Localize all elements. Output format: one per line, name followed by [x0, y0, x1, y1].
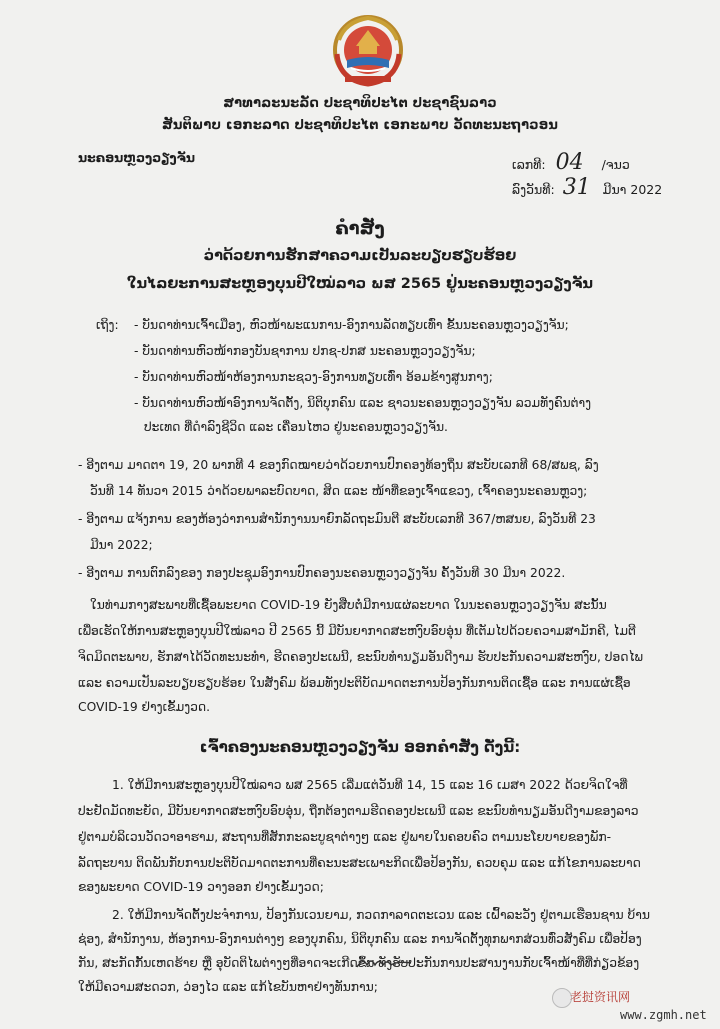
recipient-line: - ບັນດາທ່ານຫົວໜ້າກອງບັນຊາການ ປກຊ-ປກສ ນະຄອນຫຼວງວຽງຈັນ; — [134, 344, 476, 358]
recipient-line: ປະເທດ ທີ່ດໍາລົງຊີວິດ ແລະ ເຄື່ອນໄຫວ ຢູ່ນະຄອນຫຼວງວຽງຈັນ. — [144, 420, 448, 434]
watermark-text: 老挝资讯网 — [570, 990, 631, 1004]
watermark-url: www.zgmh.net — [620, 1008, 707, 1022]
subtitle-line-2: ໃນໄລຍະການສະຫຼອງບຸນປີໃໝ່ລາວ ພສ 2565 ຢູ່ນະຄອນຫຼວງວຽງຈັນ — [127, 276, 593, 292]
basis-line: - ອີງຕາມ ແຈ້ງການ ຂອງຫ້ອງວ່າການສໍານັກງານນາຍົກລັດຖະມົນຕີ ສະບັບເລກທີ 367/ຫສນຍ, ລົງວັນທີ 23 — [78, 512, 596, 526]
issue-date — [512, 175, 662, 200]
order-item-line: ຂອງພະຍາດ COVID-19 ວາງອອກ ຢ່າງເຂັ້ມງວດ; — [78, 880, 324, 894]
order-heading: ເຈົ້າຄອງນະຄອນຫຼວງວຽງຈັນ ອອກຄໍາສັ່ງ ດັ່ງນີ້: — [199, 738, 521, 756]
paragraph-line: ແລະ ຄວາມເປັນລະບຽບຮຽບຮ້ອຍ ໃນສັງຄົມ ພ້ອມທັງປະຕິບັດມາດຕະການປ້ອງກັນການຕິດເຊື້ອ ແລະ ການແຜ່ເຊື້ອ — [78, 676, 631, 690]
ref-suffix: /ຈນວ — [601, 157, 630, 172]
motto-header: ສັນຕິພາບ ເອກະລາດ ປະຊາທິປະໄຕ ເອກະພາບ ວັດທະນະຖາວອນ — [161, 118, 559, 133]
order-item-line: ຊ່ອງ, ສໍານັກງານ, ຫ້ອງການ-ອົງການຕ່າງໆ ຂອງບຸກຄົນ, ນິຕິບຸກຄົນ ແລະ ການຈັດຕັ້ງທຸກພາກສ່ວນທົ່ວສັງຄົມ ເພື່ອປ້ອງ — [78, 932, 642, 946]
recipient-line: - ບັນດາທ່ານເຈົ້າເມືອງ, ຫົວໜ້າພະແນການ-ອົງການລັດທຽບເທົ່າ ຂັ້ນນະຄອນຫຼວງວຽງຈັນ; — [134, 318, 569, 332]
paragraph-line: ເພື່ອເຮັດໃຫ້ການສະຫຼອງບຸນປີໃໝ່ລາວ ປີ 2565 ນີ້ ມີບັນຍາກາດສະຫງົບອົບອຸ່ນ ທີ່ເຕັມໄປດ້ວຍຄວາມສາມັກຄີ, ໄມຕີ — [78, 624, 636, 638]
basis-line: - ອີງຕາມ ມາດຕາ 19, 20 ພາກທີ 4 ຂອງກົດໝາຍວ່າດ້ວຍການປົກຄອງທ້ອງຖິ່ນ ສະບັບເລກທີ 68/ສພຊ, ລົງ — [78, 458, 599, 472]
basis-line: ມີນາ 2022; — [90, 538, 153, 552]
order-item-line: 2. ໃຫ້ມີການຈັດຕັ້ງປະຈໍາການ, ປ້ອງກັນເວນຍາມ, ກວດກາລາດຕະເວນ ແລະ ເຝົ້າລະວັງ ຢູ່ຕາມເຮືອນຊານ ບ້ານ — [112, 908, 650, 922]
date-label: ລົງວັນທີ: — [512, 182, 555, 197]
issuing-office: ນະຄອນຫຼວງວຽງຈັນ — [78, 150, 195, 165]
ref-number — [512, 150, 630, 175]
order-item-line: ປະຢັດມັດທະຍັດ, ມີບັນຍາກາດສະຫງົບອົບອຸ່ນ, ຖືກຕ້ອງຕາມຮີດຄອງປະເພນີ ແລະ ຂະນົບທໍານຽມອັນດີງາມຂອງລາວ — [78, 804, 639, 818]
paragraph-line: ໃນທ່າມກາງສະພາບທີ່ເຊື້ອພະຍາດ COVID-19 ຍັງສືບຕໍ່ມີການແຜ່ລະບາດ ໃນນະຄອນຫຼວງວຽງຈັນ ສະນັ້ນ — [90, 598, 607, 612]
order-item-line: ກັນ, ສະກັດກັ້ນເຫດຮ້າຍ ຫຼື ອຸບັດຕິໄພຕ່າງໆທີ່ອາດຈະເກີດຂຶ້ນ ທັງຮັບປະກັນການປະສານງານກັບເຈົ້າໜ້າທີ່ທີ່ກ່ຽວຂ້ອງ — [78, 956, 640, 970]
handwritten-mark-icon — [355, 955, 413, 971]
order-item-line: 1. ໃຫ້ມີການສະຫຼອງບຸນປີໃໝ່ລາວ ພສ 2565 ເລີ່ມແຕ່ວັນທີ 14, 15 ແລະ 16 ເມສາ 2022 ດ້ວຍຈິດໃຈທີ່ — [112, 778, 628, 792]
recipient-line: - ບັນດາທ່ານຫົວໜ້າອົງການຈັດຕັ້ງ, ນິຕິບຸກຄົນ ແລະ ຊາວນະຄອນຫຼວງວຽງຈັນ ລວມທັງຄົນຕ່າງ — [134, 396, 592, 410]
order-item-line: ລັດຖະບານ ຕິດພັນກັບການປະຕິບັດມາດຕະການທີ່ຄະນະສະເພາະກິດເພື່ອປ້ອງກັນ, ຄວບຄຸມ ແລະ ແກ້ໄຂການລະບາດ — [78, 856, 641, 870]
recipient-line: - ບັນດາທ່ານຫົວໜ້າຫ້ອງການກະຊວງ-ອົງການທຽບເທົ່າ ອ້ອມຂ້າງສູນກາງ; — [134, 370, 493, 384]
subtitle-line-1: ວ່າດ້ວຍການຮັກສາຄວາມເປັນລະບຽບຮຽບຮ້ອຍ — [203, 248, 517, 264]
basis-line: - ອີງຕາມ ການຕົກລົງຂອງ ກອງປະຊຸມອົງການປົກຄອງນະຄອນຫຼວງວຽງຈັນ ຄັ້ງວັນທີ 30 ມີນາ 2022. — [78, 566, 566, 580]
order-item-line: ຢູ່ຕາມບໍລິເວນວັດວາອາຮາມ, ສະຖານທີ່ສັກກະລະບູຊາຕ່າງໆ ແລະ ຢູ່ພາຍໃນຄອບຄົວ ຕາມນະໂຍບາຍຂອງພັກ- — [78, 830, 612, 844]
to-label: ເຖິງ: — [96, 318, 119, 332]
document-title: ຄໍາສັ່ງ — [335, 218, 385, 239]
ref-number-value: 04 — [555, 150, 584, 175]
date-day: 31 — [562, 175, 591, 200]
paragraph-line: COVID-19 ຢ່າງເຂັ້ມງວດ. — [78, 700, 211, 714]
watermark-logo-icon — [552, 988, 572, 1008]
national-emblem-icon — [329, 10, 407, 88]
ref-label: ເລກທີ: — [512, 157, 546, 172]
order-item-line: ໃຫ້ມີຄວາມສະດວກ, ວ່ອງໄວ ແລະ ແກ້ໄຂບັນຫາຢ່າງທັນການ; — [78, 980, 378, 994]
date-rest: ມີນາ 2022 — [602, 182, 663, 197]
country-header: ສາທາລະນະລັດ ປະຊາທິປະໄຕ ປະຊາຊົນລາວ — [223, 96, 497, 111]
paragraph-line: ຈິດມິດຕະພາບ, ຮັກສາໄດ້ວັດທະນະທໍາ, ຮີດຄອງປະເພນີ, ຂະນົບທໍານຽມອັນດີງາມ ຮັບປະກັນຄວາມສະຫງົບ, ປອດໄພ — [78, 650, 643, 664]
basis-line: ວັນທີ 14 ທັນວາ 2015 ວ່າດ້ວຍພາລະບົດບາດ, ສິດ ແລະ ໜ້າທີ່ຂອງເຈົ້າແຂວງ, ເຈົ້າຄອງນະຄອນຫຼວງ; — [90, 484, 588, 498]
